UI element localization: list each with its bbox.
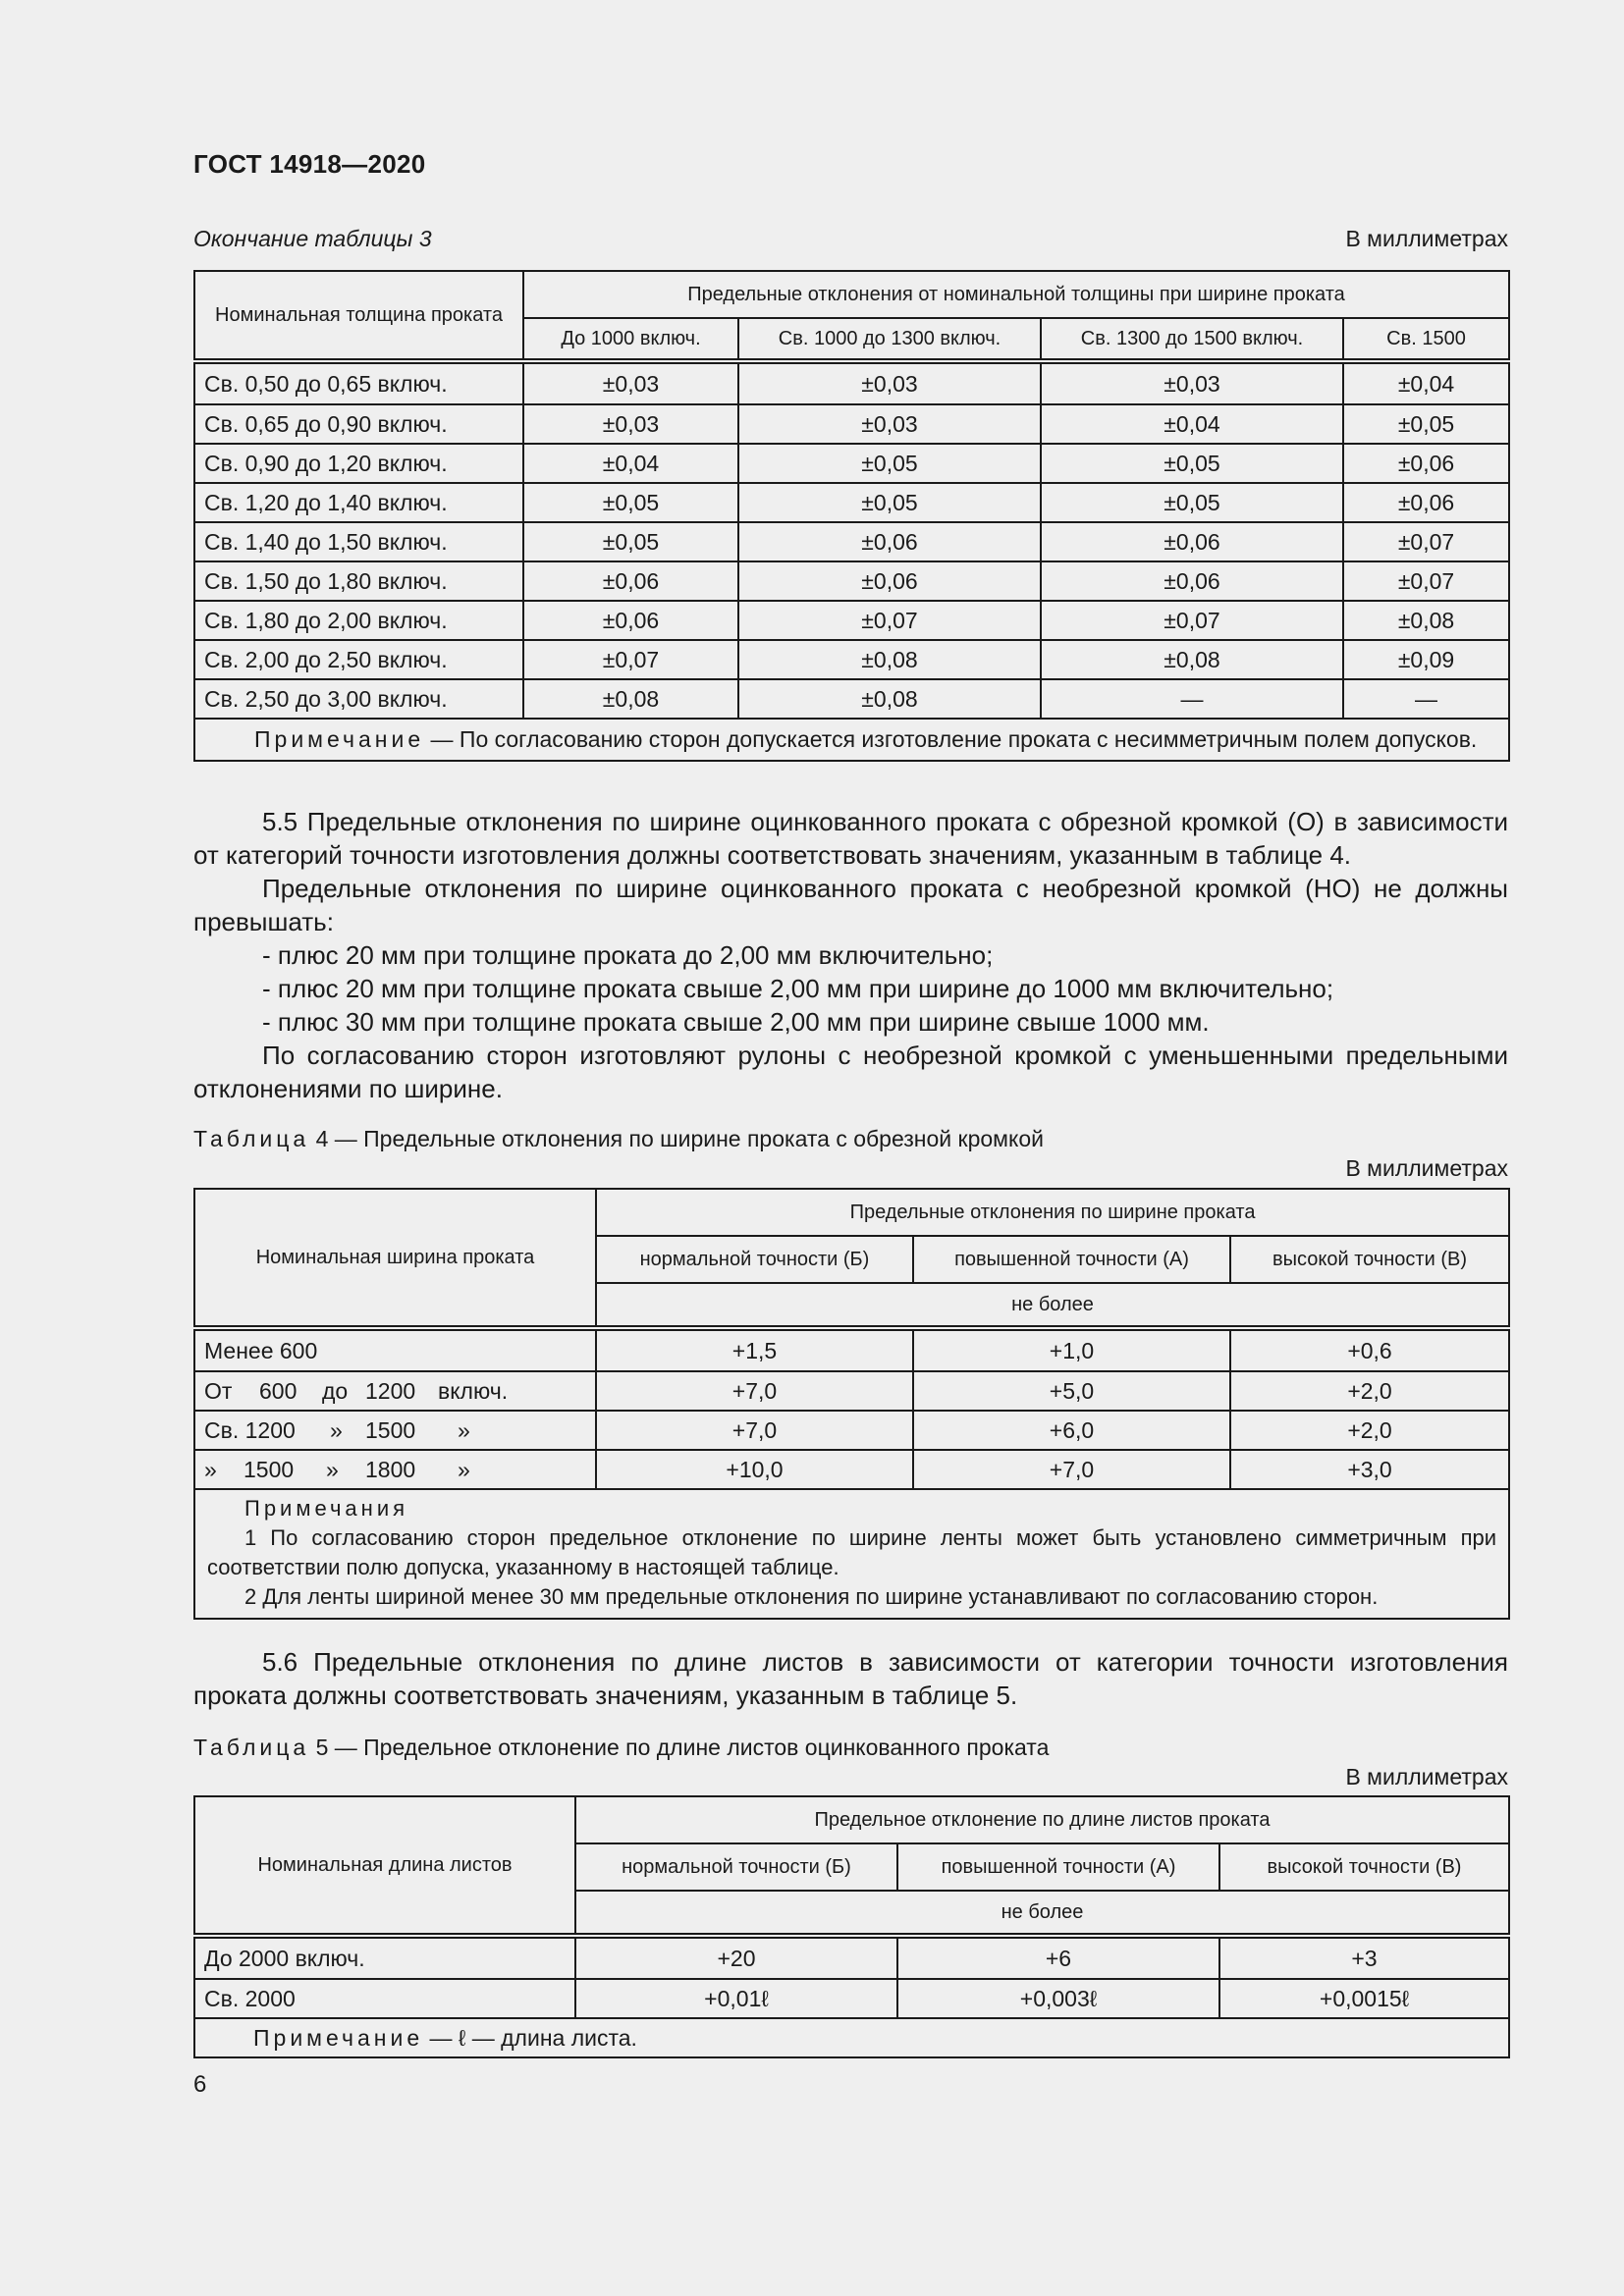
width-range: включ.	[438, 1377, 509, 1404]
table4-units: В миллиметрах	[1345, 1155, 1508, 1181]
table4-subheader: высокой точности (В)	[1230, 1236, 1509, 1283]
table-cell: До 2000 включ.	[194, 1936, 575, 1979]
table-cell: ±0,05	[1041, 444, 1343, 483]
note-item: 1 По согласованию сторон предельное отклонение по ширине ленты может быть установлено симметричным при соответствии полю допуска, указанному в настоящей таблице.	[207, 1525, 1497, 1579]
table-cell: ±0,05	[523, 522, 738, 561]
table-cell: ±0,04	[523, 444, 738, 483]
table-cell: ±0,08	[1041, 640, 1343, 679]
width-range: до	[322, 1377, 349, 1404]
table-cell: ±0,03	[523, 361, 738, 404]
table-cell: Св. 2000	[194, 1979, 575, 2018]
table-cell: +3	[1219, 1936, 1509, 1979]
table-cell: Св. 1,50 до 1,80 включ.	[194, 561, 523, 601]
note-text: — По согласованию сторон допускается изготовление проката с несимметричным полем допусков.	[424, 726, 1478, 752]
table-title: 4 — Предельные отклонения по ширине проката с обрезной кромкой	[309, 1126, 1044, 1151]
document-title: ГОСТ 14918—2020	[193, 149, 426, 179]
table3-caption: Окончание таблицы 3	[193, 226, 432, 251]
table-cell: +7,0	[596, 1411, 913, 1450]
table-cell: ±0,05	[523, 483, 738, 522]
table-title: 5 — Предельное отклонение по длине листов оцинкованного проката	[309, 1735, 1050, 1760]
list-item: - плюс 30 мм при толщине проката свыше 2,00 мм при ширине свыше 1000 мм.	[262, 1007, 1210, 1037]
table-cell: +0,6	[1230, 1328, 1509, 1371]
table-row	[194, 1371, 1509, 1411]
table-row	[194, 404, 1509, 444]
table-cell: Св. 1,20 до 1,40 включ.	[194, 483, 523, 522]
table-cell: +6,0	[913, 1411, 1230, 1450]
paragraph: По согласованию сторон изготовляют рулоны с необрезной кромкой с уменьшенными предельными отклонениями по ширине.	[193, 1041, 1508, 1103]
table5-header-length: Номинальная длина листов	[194, 1796, 575, 1936]
table-cell: Св. 0,65 до 0,90 включ.	[194, 404, 523, 444]
table-cell: —	[1041, 679, 1343, 719]
table-cell: +0,0015ℓ	[1219, 1979, 1509, 2018]
table-cell: Св. 2,00 до 2,50 включ.	[194, 640, 523, 679]
table-row	[194, 601, 1509, 640]
table-row	[194, 1411, 1509, 1450]
table-cell: ±0,04	[1041, 404, 1343, 444]
table-row	[194, 1328, 1509, 1371]
table-cell: ±0,06	[738, 561, 1041, 601]
table-cell: ±0,07	[738, 601, 1041, 640]
note-item: 2 Для ленты шириной менее 30 мм предельные отклонения по ширине устанавливают по согласованию сторон.	[244, 1584, 1379, 1609]
table-cell	[194, 1328, 596, 1371]
paragraph: 5.5 Предельные отклонения по ширине оцинкованного проката с обрезной кромкой (О) в зависимости от категорий точности изготовления должны соответствовать значениям, указанным в таблице 4.	[193, 807, 1508, 870]
table-cell: ±0,07	[523, 640, 738, 679]
table-label: Таблица	[193, 1735, 310, 1760]
table-cell: +7,0	[913, 1450, 1230, 1489]
table-cell: —	[1343, 679, 1509, 719]
table4-no-more: не более	[596, 1283, 1509, 1328]
width-range: 1800	[365, 1456, 416, 1482]
table-cell	[194, 1371, 596, 1411]
table-cell: ±0,03	[1041, 361, 1343, 404]
table4-subheader: нормальной точности (Б)	[596, 1236, 913, 1283]
table4-notes	[194, 1489, 1509, 1619]
table-cell: ±0,06	[1343, 483, 1509, 522]
table-cell: ±0,07	[1041, 601, 1343, 640]
table5-header-group: Предельное отклонение по длине листов проката	[575, 1796, 1509, 1843]
section-5-5	[193, 805, 1508, 1105]
table5-subheader: высокой точности (В)	[1219, 1843, 1509, 1891]
table3-subheader: Св. 1000 до 1300 включ.	[738, 318, 1041, 361]
table-cell	[194, 1411, 596, 1450]
list-item: - плюс 20 мм при толщине проката свыше 2,00 мм при ширине до 1000 мм включительно;	[262, 974, 1334, 1003]
table-cell: ±0,05	[738, 444, 1041, 483]
table-cell: +2,0	[1230, 1371, 1509, 1411]
note-text: — ℓ — длина листа.	[423, 2024, 637, 2051]
notes-label: Примечания	[244, 1496, 409, 1521]
table-cell: ±0,05	[1041, 483, 1343, 522]
table-cell: +1,0	[913, 1328, 1230, 1371]
table-cell: ±0,08	[523, 679, 738, 719]
table-row	[194, 640, 1509, 679]
table5-caption	[193, 1735, 1049, 1761]
width-range: 1200	[365, 1377, 416, 1404]
table-cell: +2,0	[1230, 1411, 1509, 1450]
width-range: 1500	[244, 1456, 295, 1482]
table4-subheader: повышенной точности (А)	[913, 1236, 1230, 1283]
width-range: »	[458, 1456, 470, 1482]
width-range: Св. 1200	[204, 1416, 296, 1443]
table3-units: В миллиметрах	[1345, 226, 1508, 251]
table-cell: +6	[897, 1936, 1219, 1979]
table-row	[194, 1979, 1509, 2018]
table-cell: ±0,08	[738, 640, 1041, 679]
table-cell: Св. 1,40 до 1,50 включ.	[194, 522, 523, 561]
table-row	[194, 483, 1509, 522]
table-row	[194, 679, 1509, 719]
table-cell: Св. 0,50 до 0,65 включ.	[194, 361, 523, 404]
table-row	[194, 1936, 1509, 1979]
table-cell: ±0,08	[1343, 601, 1509, 640]
table-cell: ±0,06	[523, 561, 738, 601]
table-cell: Св. 2,50 до 3,00 включ.	[194, 679, 523, 719]
width-range: »	[326, 1456, 339, 1482]
table-3	[193, 270, 1510, 762]
table-5	[193, 1795, 1510, 2058]
table3-subheader: До 1000 включ.	[523, 318, 738, 361]
table-cell: ±0,05	[1343, 404, 1509, 444]
table-cell: ±0,03	[523, 404, 738, 444]
width-range: »	[204, 1456, 217, 1482]
table-row	[194, 561, 1509, 601]
table-cell: ±0,04	[1343, 361, 1509, 404]
table4-header-width: Номинальная ширина проката	[194, 1189, 596, 1328]
table-label: Таблица	[193, 1126, 310, 1151]
table5-subheader: нормальной точности (Б)	[575, 1843, 897, 1891]
table-cell: ±0,06	[1343, 444, 1509, 483]
table5-note	[194, 2018, 1509, 2057]
note-label: Примечание	[254, 726, 425, 752]
table-cell: ±0,09	[1343, 640, 1509, 679]
table-cell	[194, 1450, 596, 1489]
table-cell: ±0,06	[1041, 522, 1343, 561]
width-range: От	[204, 1377, 233, 1404]
table3-subheader: Св. 1300 до 1500 включ.	[1041, 318, 1343, 361]
table-cell: +0,01ℓ	[575, 1979, 897, 2018]
section-5-6	[193, 1645, 1508, 1712]
table-cell: +1,5	[596, 1328, 913, 1371]
table-cell: ±0,03	[738, 361, 1041, 404]
table-cell: +20	[575, 1936, 897, 1979]
list-item: - плюс 20 мм при толщине проката до 2,00 мм включительно;	[262, 940, 994, 970]
table-cell: ±0,03	[738, 404, 1041, 444]
table-cell: +0,003ℓ	[897, 1979, 1219, 2018]
table3-header-group: Предельные отклонения от номинальной толщины при ширине проката	[523, 271, 1509, 318]
table-cell: ±0,07	[1343, 561, 1509, 601]
width-range: »	[330, 1416, 343, 1443]
table-cell: ±0,08	[738, 679, 1041, 719]
table3-note	[194, 719, 1509, 761]
table-cell: +5,0	[913, 1371, 1230, 1411]
table4-caption	[193, 1126, 1044, 1152]
table-cell: ±0,06	[523, 601, 738, 640]
table-cell: ±0,05	[738, 483, 1041, 522]
table3-header-thickness: Номинальная толщина проката	[194, 271, 523, 361]
table-cell: ±0,07	[1343, 522, 1509, 561]
table-row	[194, 522, 1509, 561]
table5-no-more: не более	[575, 1891, 1509, 1936]
table-row	[194, 1450, 1509, 1489]
table-row	[194, 361, 1509, 404]
table-4	[193, 1188, 1510, 1620]
width-range: »	[458, 1416, 470, 1443]
table-cell: +3,0	[1230, 1450, 1509, 1489]
width-range: 1500	[365, 1416, 416, 1443]
note-label: Примечание	[253, 2024, 424, 2051]
table-cell: +7,0	[596, 1371, 913, 1411]
page-number: 6	[193, 2071, 207, 2098]
table-cell: ±0,06	[738, 522, 1041, 561]
table-cell: ±0,06	[1041, 561, 1343, 601]
paragraph: 5.6 Предельные отклонения по длине листов в зависимости от категории точности изготовления проката должны соответствовать значениям, указанным в таблице 5.	[193, 1647, 1508, 1710]
table-cell: Св. 1,80 до 2,00 включ.	[194, 601, 523, 640]
table3-subheader: Св. 1500	[1343, 318, 1509, 361]
table-cell: +10,0	[596, 1450, 913, 1489]
table-row	[194, 444, 1509, 483]
width-range: Менее 600	[204, 1337, 318, 1363]
table-cell: Св. 0,90 до 1,20 включ.	[194, 444, 523, 483]
paragraph: Предельные отклонения по ширине оцинкованного проката с необрезной кромкой (НО) не должны превышать:	[193, 874, 1508, 936]
table5-subheader: повышенной точности (А)	[897, 1843, 1219, 1891]
table4-header-group: Предельные отклонения по ширине проката	[596, 1189, 1509, 1236]
table5-units: В миллиметрах	[1345, 1764, 1508, 1789]
width-range: 600	[259, 1377, 298, 1404]
